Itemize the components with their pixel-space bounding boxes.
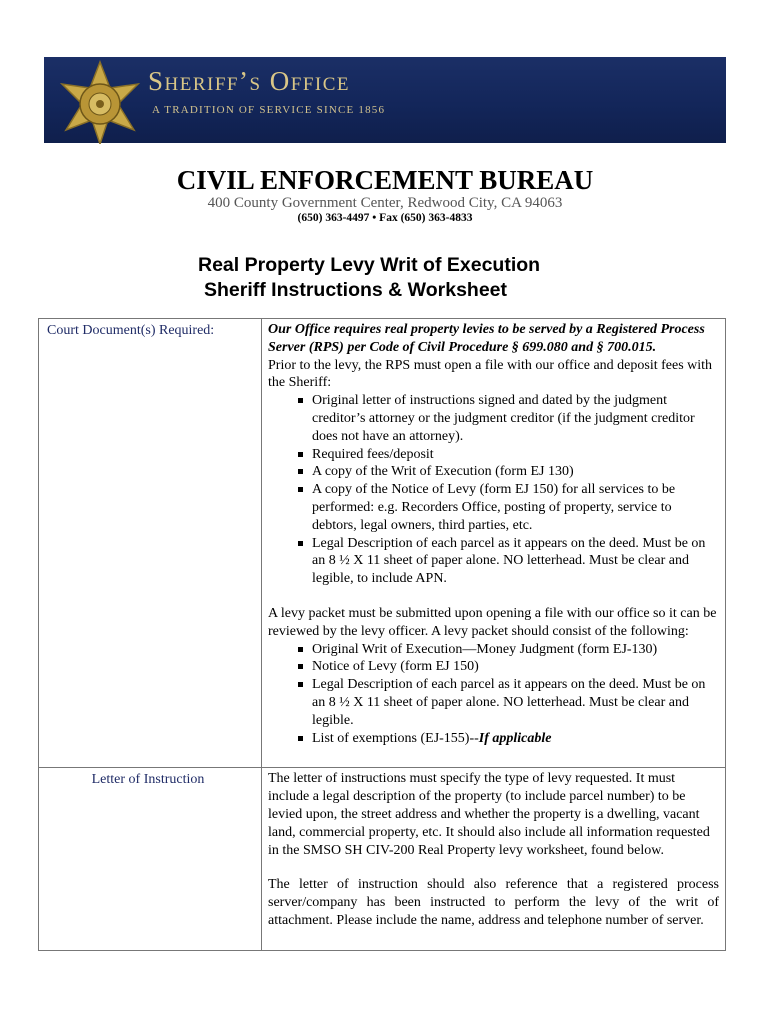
list-item: Legal Description of each parcel as it appears on the deed. Must be on an 8 ½ X 11 sheet of paper alone. NO letterhead. Must be clear and legible.: [294, 676, 719, 729]
instructions-table: [38, 318, 726, 951]
bureau-address: 400 County Government Center, Redwood City, CA 94063: [207, 195, 563, 211]
if-applicable-note: If applicable: [478, 730, 552, 746]
rps-requirements-list: [268, 392, 719, 588]
letter-instruction-para1: The letter of instructions must specify the type of levy requested. It must include a legal description of the property (to include parcel number) to be levied upon, the street address and whether the property is a dwelling, vacant land, commercial property, etc. It should also include all information requested in the SMSO SH CIV-200 Real Property levy worksheet, found below.: [268, 771, 710, 858]
list-item: A copy of the Notice of Levy (form EJ 150) for all services to be performed: e.g. Recorders Office, posting of property, service to debtors, legal owners, third parties, etc.: [294, 481, 719, 534]
exemptions-item-text: List of exemptions (EJ-155)--: [312, 730, 479, 746]
table-row: [39, 319, 726, 768]
document-title-line2: Sheriff Instructions & Worksheet: [204, 279, 508, 301]
rps-intro-text: Prior to the levy, the RPS must open a file with our office and deposit fees with the Sheriff:: [268, 357, 713, 391]
levy-packet-intro: A levy packet must be submitted upon opening a file with our office so it can be reviewed by the levy officer. A levy packet should consist of the following:: [268, 605, 717, 639]
table-row: [39, 768, 726, 950]
letter-instruction-para2: The letter of instruction should also reference that a registered process server/company has been instructed to perform the levy of the writ of attachment. Please include the name, address and telephone number of server.: [268, 877, 719, 928]
document-title-line1: Real Property Levy Writ of Execution: [198, 254, 541, 276]
row-label-court-documents: Court Document(s) Required:: [39, 319, 262, 768]
list-item: Notice of Levy (form EJ 150): [294, 658, 719, 676]
list-item: A copy of the Writ of Execution (form EJ 130): [294, 463, 719, 481]
list-item: Original Writ of Execution—Money Judgment (form EJ-130): [294, 641, 719, 659]
list-item: Required fees/deposit: [294, 446, 719, 464]
row-label-letter-of-instruction: Letter of Instruction: [39, 768, 262, 950]
list-item: [294, 730, 719, 748]
levy-packet-list: [268, 641, 719, 748]
rps-requirement-note: Our Office requires real property levies to be served by a Registered Process Server (RPS) per Code of Civil Procedure § 699.080 and § 700.015.: [268, 322, 705, 355]
row-content-letter-of-instruction: [262, 768, 726, 950]
document-title: [198, 253, 540, 303]
row-content-court-documents: [262, 319, 726, 768]
list-item: Legal Description of each parcel as it appears on the deed. Must be on an 8 ½ X 11 sheet of paper alone. NO letterhead. Must be clear and legible, to include APN.: [294, 535, 719, 588]
banner-tagline: A TRADITION OF SERVICE SINCE 1856: [152, 104, 386, 116]
bureau-name: CIVIL ENFORCEMENT BUREAU: [176, 165, 594, 195]
sheriff-star-badge-icon: [54, 60, 146, 144]
list-item: Original letter of instructions signed and dated by the judgment creditor’s attorney or the judgment creditor (if the judgment creditor does not have an attorney).: [294, 392, 719, 445]
sheriff-office-banner: [44, 57, 726, 143]
banner-title: Sheriff’s Office: [148, 66, 351, 96]
bureau-phone-fax: (650) 363-4497 • Fax (650) 363-4833: [297, 212, 473, 224]
